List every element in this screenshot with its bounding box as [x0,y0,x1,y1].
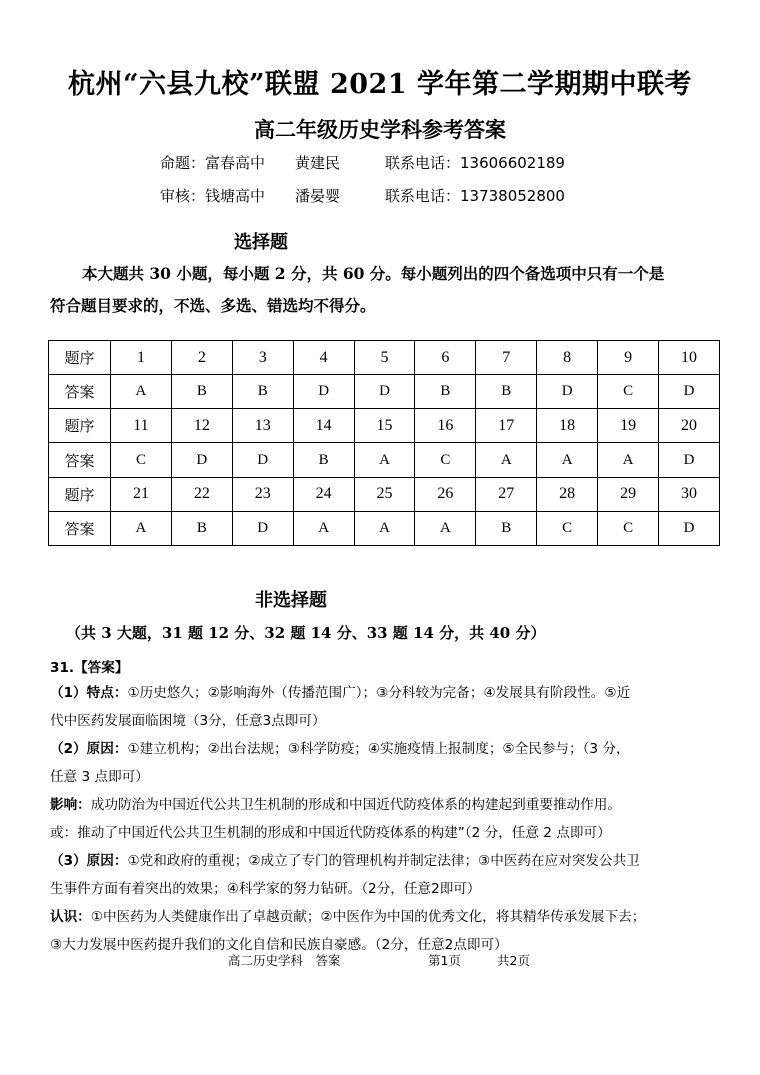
answer-cell: A [111,511,172,545]
answer-cell: C [598,511,659,545]
part3-text: ①党和政府的重视；②成立了专门的管理机构并制定法律；③中医药在应对突发公共卫 [127,853,640,869]
table-row-numbers [49,477,720,511]
author-line: 命题：富春高中 黄建民 联系电话：13606602189 [160,154,565,172]
answer-cell: C [415,443,476,477]
row-label-number: 题序 [49,477,111,511]
footer-page: 第1页 [428,953,461,968]
question-number-cell: 19 [598,409,659,443]
answer-cell: B [415,375,476,409]
answer-cell: D [659,443,720,477]
footer-total: 共2页 [497,953,530,968]
question-number-cell: 9 [598,341,659,375]
question-number-cell: 1 [111,341,172,375]
q31-heading: 31.【答案】 [50,660,129,676]
question-number-cell: 26 [415,477,476,511]
impact-text: 成功防治为中国近代公共卫生机制的形成和中国近代防疫体系的构建起到重要推动作用。 [90,797,621,813]
q31-view-cont: ③大力发展中医药提升我们的文化自信和民族自豪感。（2分，任意2点即可） [50,937,508,953]
answer-cell: A [476,443,537,477]
question-number-cell: 16 [415,409,476,443]
row-label-number: 题序 [49,409,111,443]
question-number-cell: 14 [293,409,354,443]
row-label-answer: 答案 [49,511,111,545]
table-row-answers [49,511,720,545]
answer-cell: A [354,443,415,477]
answer-cell: D [232,443,293,477]
answer-cell: C [537,511,598,545]
question-number-cell: 27 [476,477,537,511]
table-row-numbers [49,341,720,375]
question-number-cell: 25 [354,477,415,511]
choice-instructions-line2: 符合题目要求的，不选、多选、错选均不得分。 [50,296,376,315]
part1-label: （1）特点： [50,685,128,701]
part2-label: （2）原因： [50,741,128,757]
answer-cell: B [171,511,232,545]
answer-cell: A [598,443,659,477]
document-subtitle: 高二年级历史学科参考答案 [254,117,506,142]
question-number-cell: 6 [415,341,476,375]
answer-cell: A [415,511,476,545]
question-number-cell: 5 [354,341,415,375]
q31-part1 [50,681,630,701]
question-number-cell: 20 [659,409,720,443]
answer-cell: B [293,443,354,477]
answer-cell: B [476,511,537,545]
answer-cell: D [659,511,720,545]
question-number-cell: 28 [537,477,598,511]
view-text: ①中医药为人类健康作出了卓越贡献；②中医作为中国的优秀文化，将其精华传承发展下去； [90,909,646,925]
answer-cell: A [293,511,354,545]
answer-cell: D [171,443,232,477]
answer-cell: B [232,375,293,409]
question-number-cell: 24 [293,477,354,511]
question-number-cell: 2 [171,341,232,375]
table-row-answers [49,443,720,477]
question-number-cell: 18 [537,409,598,443]
table-row-answers [49,375,720,409]
choice-section-heading: 选择题 [234,232,288,253]
document-title: 杭州“六县九校”联盟 2021 学年第二学期期中联考 [67,69,692,100]
impact-label: 影响： [50,797,91,813]
answer-cell: D [537,375,598,409]
question-number-cell: 12 [171,409,232,443]
choice-instructions-line1: 本大题共 30 小题，每小题 2 分，共 60 分。每小题列出的四个备选项中只有一个是 [82,264,665,283]
question-number-cell: 17 [476,409,537,443]
view-label: 认识： [50,909,91,925]
answer-table [48,340,720,546]
row-label-answer: 答案 [49,443,111,477]
answer-cell: A [354,511,415,545]
part3-label: （3）原因： [50,853,128,869]
q31-part3-cont: 生事件方面有着突出的效果；④科学家的努力钻研。（2分，任意2即可） [50,881,481,897]
q31-impact [50,793,621,813]
answer-cell: A [111,375,172,409]
answer-cell: D [293,375,354,409]
row-label-answer: 答案 [49,375,111,409]
row-label-number: 题序 [49,341,111,375]
question-number-cell: 23 [232,477,293,511]
answer-cell: A [537,443,598,477]
question-number-cell: 22 [171,477,232,511]
q31-part1-cont: 代中医药发展面临困境（3分，任意3点即可） [50,713,326,729]
question-number-cell: 3 [232,341,293,375]
nonchoice-summary: （共 3 大题，31 题 12 分、32 题 14 分、33 题 14 分，共 40 分） [66,624,546,642]
part2-text: ①建立机构；②出台法规；③科学防疫；④实施疫情上报制度；⑤全民参与；（3 分， [127,741,630,757]
question-number-cell: 29 [598,477,659,511]
table-row-numbers [49,409,720,443]
question-number-cell: 21 [111,477,172,511]
answer-cell: D [232,511,293,545]
question-number-cell: 11 [111,409,172,443]
answer-cell: D [659,375,720,409]
question-number-cell: 7 [476,341,537,375]
answer-cell: C [111,443,172,477]
question-number-cell: 30 [659,477,720,511]
answer-cell: B [476,375,537,409]
footer-subject: 高二历史学科 答案 [228,953,341,968]
reviewer-line: 审核：钱塘高中 潘晏婴 联系电话：13738052800 [160,187,565,205]
answer-cell: C [598,375,659,409]
part1-text: ①历史悠久；②影响海外（传播范围广）；③分科较为完备；④发展具有阶段性。⑤近 [127,685,631,701]
question-number-cell: 8 [537,341,598,375]
nonchoice-section-heading: 非选择题 [255,590,327,611]
question-number-cell: 15 [354,409,415,443]
q31-part3 [50,849,640,869]
q31-or-line: 或：推动了中国近代公共卫生机制的形成和中国近代防疫体系的构建”（2 分，任意 2 点即可） [50,825,611,841]
q31-view [50,905,645,925]
answer-cell: B [171,375,232,409]
question-number-cell: 10 [659,341,720,375]
q31-part2-cont: 任意 3 点即可） [50,769,149,785]
question-number-cell: 4 [293,341,354,375]
q31-part2 [50,737,630,757]
question-number-cell: 13 [232,409,293,443]
answer-cell: D [354,375,415,409]
